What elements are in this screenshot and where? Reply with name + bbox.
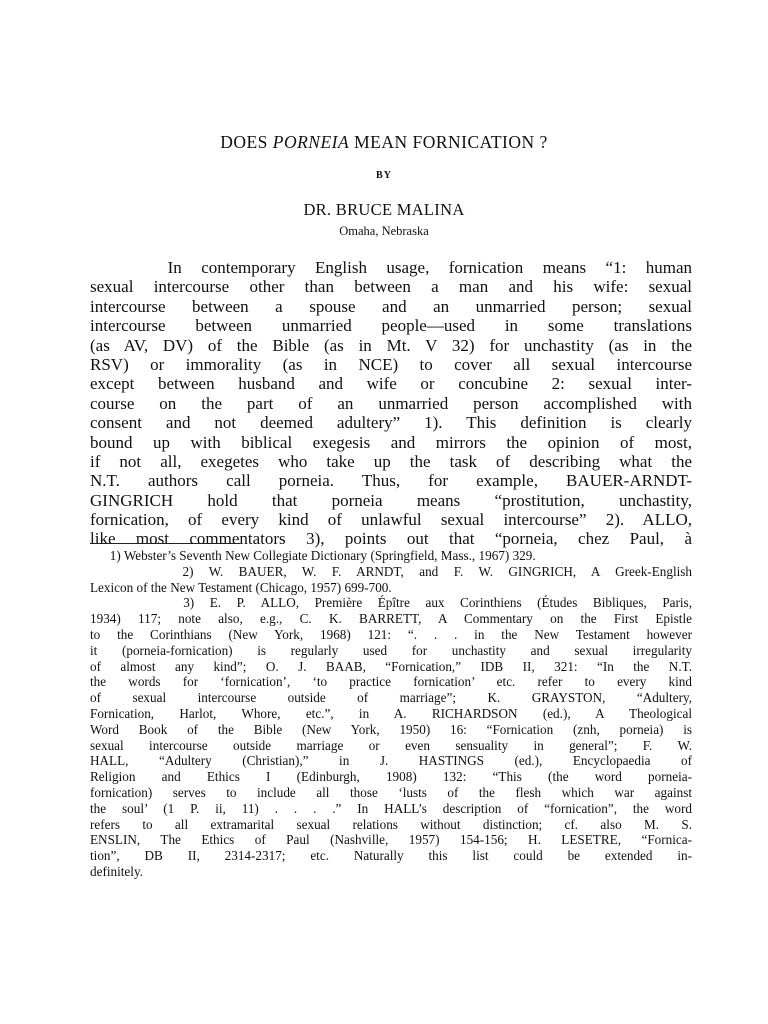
- footnote-line: Religion and Ethics I (Edinburgh, 1908) 132: “This (the word porneia-: [90, 769, 692, 785]
- body-line: except between husband and wife or concubine 2: sexual inter-: [90, 374, 692, 394]
- body-line: course on the part of an unmarried person accomplished with: [90, 393, 692, 413]
- footnotes: [90, 548, 692, 880]
- byline-label: BY: [376, 170, 392, 181]
- footnote-line: of almost any kind”; O. J. BAAB, “Fornication,” IDB II, 321: “In the N.T.: [90, 658, 692, 674]
- footnote-line: Word Book of the Bible (New York, 1950) 16: “Fornication (znh, porneia) is: [90, 721, 692, 737]
- body-line: like most commentators 3), points out that “porneia, chez Paul, à: [90, 529, 692, 549]
- author-name: DR. BRUCE MALINA: [303, 200, 465, 219]
- footnote-line: ENSLIN, The Ethics of Paul (Nashville, 1957) 154-156; H. LESETRE, “Fornica-: [90, 832, 692, 848]
- footnote-line: fornication) serves to include all those ‘lusts of the flesh which war against: [90, 784, 692, 800]
- footnote-line: 1934) 117; note also, e.g., C. K. BARRETT, A Commentary on the First Epistle: [90, 611, 692, 627]
- footnote-line: of sexual intercourse outside of marriage”; K. GRAYSTON, “Adultery,: [90, 690, 692, 706]
- footnote-line: HALL, “Adultery (Christian),” in J. HASTINGS (ed.), Encyclopaedia of: [90, 753, 692, 769]
- body-line: fornication, of every kind of unlawful sexual intercourse” 2). ALLO,: [90, 510, 692, 530]
- footnote-line: the soul’ (1 P. ii, 11) . . . .” In HALL’s description of “fornication”, the word: [90, 800, 692, 816]
- body-line: bound up with biblical exegesis and mirrors the opinion of most,: [90, 432, 692, 452]
- body-line: In contemporary English usage, fornication means “1: human: [90, 258, 692, 277]
- footnote-line: to the Corinthians (New York, 1968) 121: “. . . in the New Testament however: [90, 626, 692, 642]
- footnote-line: the words for ‘fornication’, ‘to practice fornication’ etc. refer to every kind: [90, 674, 692, 690]
- body-line: N.T. authors call porneia. Thus, for example, BAUER-ARNDT-: [90, 471, 692, 491]
- body-line: RSV) or immorality (as in NCE) to cover all sexual intercourse: [90, 354, 692, 374]
- footnote-line: 1) Webster’s Seventh New Collegiate Dictionary (Springfield, Mass., 1967) 329.: [90, 548, 536, 563]
- footnote-line: refers to all extramarital sexual relations without distinction; cf. also M. S.: [90, 816, 692, 832]
- body-line: intercourse between a spouse and an unmarried person; sexual: [90, 296, 692, 316]
- body-line: consent and not deemed adultery” 1). This definition is clearly: [90, 413, 692, 433]
- footnote-line: definitely.: [90, 863, 143, 879]
- author-affiliation: Omaha, Nebraska: [339, 224, 429, 238]
- footnote-line: Lexicon of the New Testament (Chicago, 1957) 699-700.: [90, 579, 392, 595]
- body-line: (as AV, DV) of the Bible (as in Mt. V 32) for unchastity (as in the: [90, 335, 692, 355]
- footnote-line: 2) W. BAUER, W. F. ARNDT, and F. W. GINGRICH, A Greek-English: [90, 563, 692, 579]
- footnote-line: tion”, DB II, 2314-2317; etc. Naturally this list could be extended in-: [90, 848, 692, 864]
- body-line: intercourse between unmarried people—used in some translations: [90, 316, 692, 336]
- body-line: GINGRICH hold that porneia means “prostitution, unchastity,: [90, 490, 692, 510]
- footnote-divider: [90, 543, 240, 544]
- body-line: if not all, exegetes who take up the task of describing what the: [90, 451, 692, 471]
- article-title: DOES PORNEIA MEAN FORNICATION ?: [220, 132, 548, 152]
- footnote-line: it (porneia-fornication) is regularly used for unchastity and sexual irregularity: [90, 642, 692, 658]
- footnote-line: 3) E. P. ALLO, Première Épître aux Corinthiens (Études Bibliques, Paris,: [90, 595, 692, 611]
- footnote-line: Fornication, Harlot, Whore, etc.”, in A. RICHARDSON (ed.), A Theological: [90, 705, 692, 721]
- body-text: [90, 258, 692, 549]
- footnote-line: sexual intercourse outside marriage or even sensuality in general”; F. W.: [90, 737, 692, 753]
- body-line: sexual intercourse other than between a man and his wife: sexual: [90, 277, 692, 297]
